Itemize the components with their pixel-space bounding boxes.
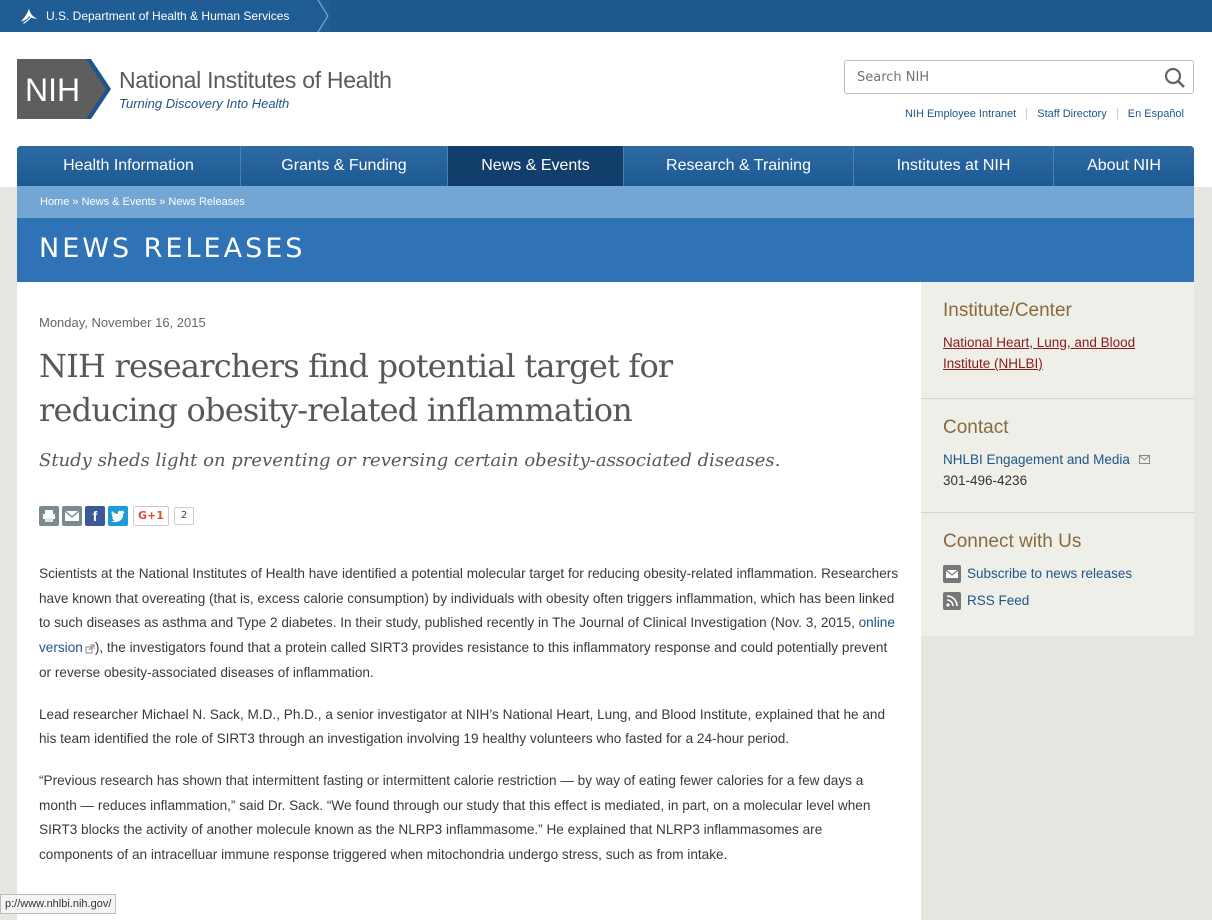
hhs-bar bbox=[0, 0, 1212, 32]
link-staff-directory[interactable]: Staff Directory bbox=[1026, 108, 1117, 120]
link-employee-intranet[interactable]: NIH Employee Intranet bbox=[904, 108, 1017, 120]
nav-health-information[interactable]: Health Information bbox=[17, 146, 241, 186]
nih-logo-text: NIH bbox=[25, 72, 81, 108]
search-box bbox=[844, 60, 1194, 94]
hhs-label: U.S. Department of Health & Human Services bbox=[46, 9, 290, 23]
sidebar-divider bbox=[921, 398, 1194, 399]
institute-section bbox=[921, 300, 1194, 374]
google-plus-button[interactable]: G+1 bbox=[133, 506, 169, 526]
paragraph-1 bbox=[39, 562, 899, 686]
sidebar bbox=[921, 282, 1194, 636]
breadcrumb: Home » News & Events » News Releases bbox=[17, 186, 1194, 218]
search-icon[interactable] bbox=[1163, 66, 1187, 90]
rss-row[interactable] bbox=[943, 590, 1194, 611]
hhs-link[interactable] bbox=[0, 0, 330, 32]
contact-link[interactable]: NHLBI Engagement and Media bbox=[943, 452, 1130, 467]
online-version-link[interactable]: online version bbox=[39, 615, 895, 656]
article-body bbox=[39, 562, 899, 885]
print-icon[interactable] bbox=[39, 506, 59, 526]
article-date: Monday, November 16, 2015 bbox=[39, 315, 206, 330]
search-input[interactable] bbox=[845, 61, 1145, 93]
connect-heading: Connect with Us bbox=[943, 531, 1082, 552]
page-title: NEWS RELEASES bbox=[39, 233, 306, 264]
nhlbi-link[interactable]: National Heart, Lung, and Blood Institute (NHLBI) bbox=[943, 335, 1136, 371]
hhs-chevron-icon bbox=[316, 0, 332, 32]
external-link-icon bbox=[85, 644, 95, 654]
subscribe-link[interactable]: Subscribe to news releases bbox=[967, 566, 1133, 581]
nav-grants-funding[interactable]: Grants & Funding bbox=[241, 146, 448, 186]
article-title: NIH researchers find potential target for reducing obesity-related inflammation bbox=[39, 347, 673, 429]
page-banner bbox=[17, 218, 1194, 282]
breadcrumb-home[interactable]: Home bbox=[40, 196, 70, 208]
facebook-icon[interactable]: f bbox=[85, 506, 105, 526]
subscribe-row[interactable] bbox=[943, 563, 1194, 584]
share-count: 2 bbox=[174, 507, 194, 525]
sidebar-divider bbox=[921, 512, 1194, 513]
nih-logo[interactable] bbox=[17, 59, 392, 119]
rss-link[interactable]: RSS Feed bbox=[967, 593, 1030, 608]
email-share-icon[interactable] bbox=[62, 506, 82, 526]
nih-logo-shape-icon bbox=[17, 59, 113, 119]
breadcrumb-news-events[interactable]: News & Events bbox=[81, 196, 157, 208]
nav-research-training[interactable]: Research & Training bbox=[624, 146, 854, 186]
institute-heading: Institute/Center bbox=[943, 300, 1072, 321]
connect-section bbox=[921, 531, 1194, 617]
share-toolbar bbox=[39, 506, 194, 526]
logo-title: National Institutes of Health bbox=[119, 67, 392, 93]
contact-phone: 301-496-4236 bbox=[943, 473, 1028, 488]
nav-institutes[interactable]: Institutes at NIH bbox=[854, 146, 1054, 186]
paragraph-2: Lead researcher Michael N. Sack, M.D., Ph.D., a senior investigator at NIH’s National Heart, Lung, and Blood Institute, explained that he and his team identified the role of SIRT3 through an investigation involving 19 healthy volunteers who fasted for a 24-hour period. bbox=[39, 706, 886, 747]
contact-heading: Contact bbox=[943, 417, 1009, 438]
article bbox=[17, 282, 921, 920]
contact-section bbox=[921, 417, 1194, 491]
email-icon bbox=[943, 565, 961, 583]
nih-logo-mark bbox=[17, 59, 113, 119]
mail-icon bbox=[1139, 455, 1150, 464]
paragraph-1-text-a: Scientists at the National Institutes of Health have identified a potential molecular target for reducing obesity-related inflammation. Researchers have known that overeating (that is, excess calorie consumption) by individuals with obesity often triggers inflammation, which has been linked to such diseases as asthma and Type 2 diabetes. In their study, published recently in The Journal of Clinical Investigation (Nov. 3, 2015, bbox=[39, 566, 899, 631]
article-subtitle: Study sheds light on preventing or reversing certain obesity-associated diseases. bbox=[39, 450, 781, 471]
nav-news-events[interactable]: News & Events bbox=[448, 146, 624, 186]
twitter-icon[interactable] bbox=[108, 506, 128, 526]
breadcrumb-news-releases[interactable]: News Releases bbox=[168, 196, 245, 208]
hhs-eagle-icon bbox=[18, 5, 40, 27]
rss-icon bbox=[943, 592, 961, 610]
logo-tagline: Turning Discovery Into Health bbox=[119, 96, 290, 111]
paragraph-3: “Previous research has shown that intermittent fasting or intermittent calorie restriction — by way of eating fewer calories for a few days a month — reduces inflammation,” said Dr. Sack. “We found through our study that this effect is mediated, in part, on a molecular level when SIRT3 blocks the activity of another molecule known as the NLRP3 inflammasome.” He explained that NLRP3 inflammasomes are components of an intracelluar immune response triggered when mitochondria undergo stress, such as from intake. bbox=[39, 772, 871, 863]
main-nav bbox=[17, 146, 1194, 186]
nav-about-nih[interactable]: About NIH bbox=[1054, 146, 1194, 186]
status-url: p://www.nhlbi.nih.gov/ bbox=[0, 894, 116, 914]
utility-links bbox=[895, 108, 1194, 120]
link-en-espanol[interactable]: En Español bbox=[1117, 108, 1194, 120]
paragraph-1-text-b: ), the investigators found that a protein called SIRT3 provides resistance to this inflammatory response and could potentially prevent or reverse obesity-associated diseases of inflammation. bbox=[39, 640, 888, 680]
